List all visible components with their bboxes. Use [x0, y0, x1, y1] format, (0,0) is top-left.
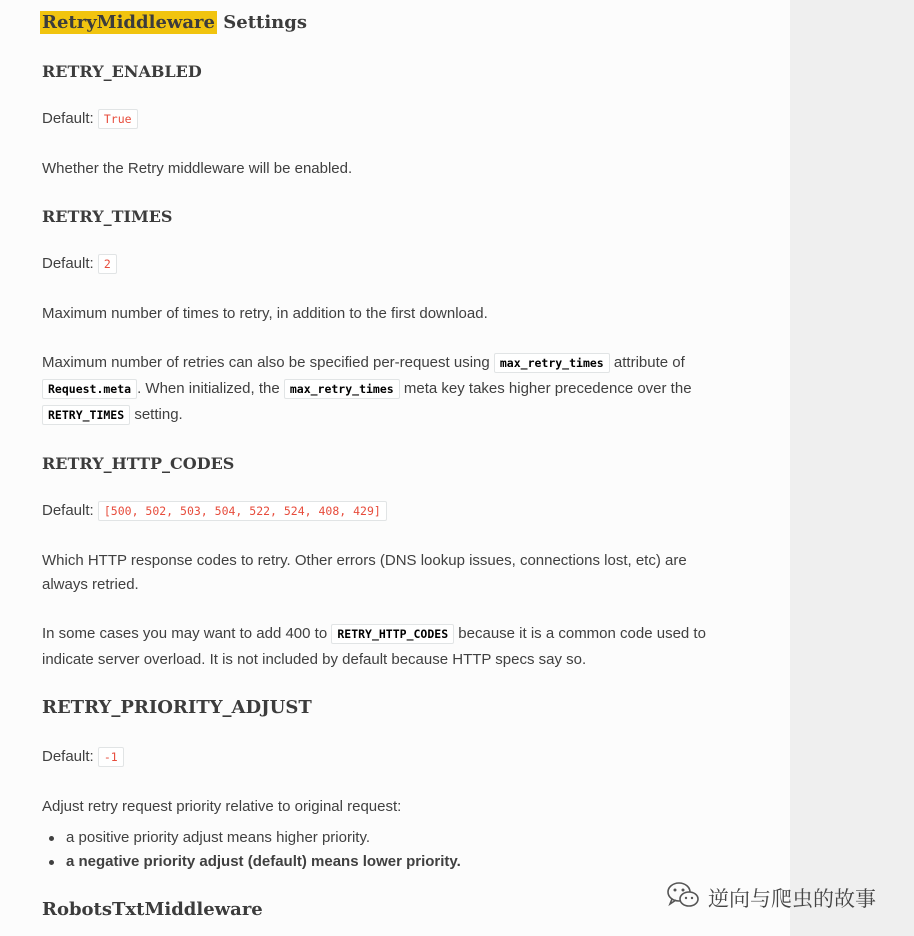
right-panel — [790, 0, 914, 936]
wechat-icon — [666, 880, 700, 915]
code-retry-times: RETRY_TIMES — [42, 405, 130, 425]
retry-times-heading: RETRY_TIMES — [42, 207, 173, 226]
retry-http-codes-default: Default: [500, 502, 503, 504, 522, 524, 408, 429] — [42, 499, 387, 523]
retry-enabled-heading: RETRY_ENABLED — [42, 62, 202, 81]
retry-times-desc: Maximum number of times to retry, in addition to the first download. — [42, 305, 488, 322]
priority-bullets — [42, 826, 461, 874]
retry-http-codes-heading: RETRY_HTTP_CODES — [42, 454, 235, 473]
retry-http-codes-note: In some cases you may want to add 400 to RETRY_HTTP_CODES because it is a common code used to indicate server overload. It is not included by default because HTTP specs say so. — [42, 625, 706, 668]
robots-txt-middleware-heading: RobotsTxtMiddleware — [42, 899, 263, 920]
default-value: 2 — [98, 254, 117, 274]
retry-enabled-default: Default: True — [42, 107, 138, 131]
code-request-meta: Request.meta — [42, 379, 137, 399]
section-title: RetryMiddleware Settings — [42, 12, 307, 33]
list-item: a negative priority adjust (default) means lower priority. — [42, 850, 461, 874]
search-highlight: RetryMiddleware — [42, 12, 215, 33]
default-value: [500, 502, 503, 504, 522, 524, 408, 429] — [98, 501, 387, 521]
retry-priority-adjust-default: Default: -1 — [42, 745, 124, 769]
code-max-retry-times: max_retry_times — [284, 379, 400, 399]
watermark — [666, 880, 876, 915]
watermark-text: 逆向与爬虫的故事 — [708, 886, 876, 911]
retry-http-codes-desc: Which HTTP response codes to retry. Other errors (DNS lookup issues, connections lost, etc) are always retried. — [42, 552, 687, 593]
retry-enabled-desc: Whether the Retry middleware will be enabled. — [42, 160, 353, 177]
code-retry-http-codes: RETRY_HTTP_CODES — [331, 624, 454, 644]
default-value: -1 — [98, 747, 124, 767]
code-max-retry-times: max_retry_times — [494, 353, 610, 373]
retry-priority-adjust-heading: RETRY_PRIORITY_ADJUST — [42, 697, 312, 718]
retry-times-default: Default: 2 — [42, 252, 117, 276]
list-item: a positive priority adjust means higher priority. — [42, 826, 461, 850]
default-value: True — [98, 109, 138, 129]
retry-priority-adjust-desc: Adjust retry request priority relative to original request: — [42, 798, 402, 815]
retry-times-note: Maximum number of retries can also be specified per-request using max_retry_times attribute of Request.meta . When initialized, the max_retry_times meta key takes higher precedence over the RETRY_TIMES setting. — [42, 354, 692, 423]
